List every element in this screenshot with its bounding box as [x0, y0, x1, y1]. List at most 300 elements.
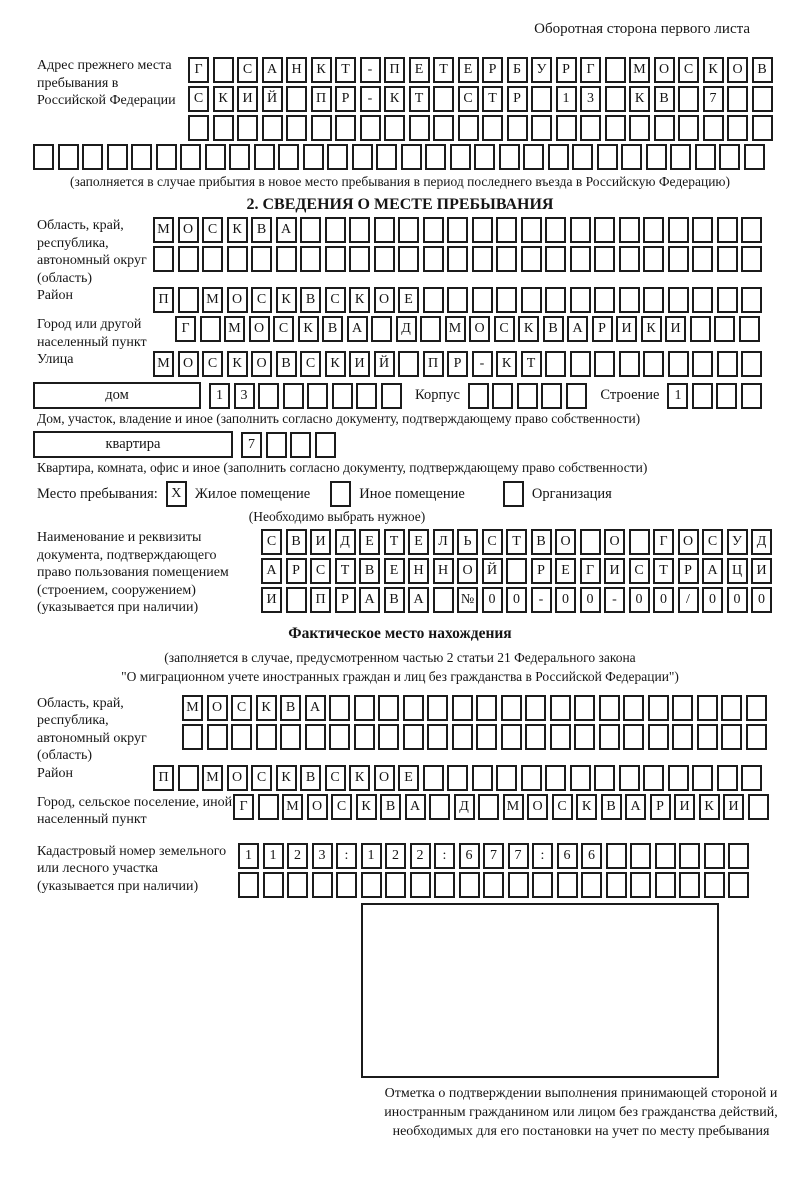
char-cell — [531, 86, 552, 112]
char-cell — [501, 724, 522, 750]
char-cell: П — [311, 86, 332, 112]
char-cell: М — [629, 57, 650, 83]
region-block — [37, 217, 800, 287]
char-cell — [594, 765, 615, 791]
char-cell: Й — [482, 558, 503, 584]
char-cell — [335, 115, 356, 141]
char-cell: В — [654, 86, 675, 112]
char-cell — [525, 724, 546, 750]
char-cell — [429, 794, 450, 820]
char-cell — [717, 351, 738, 377]
stroenie-label: Строение — [600, 387, 660, 403]
char-cell — [447, 287, 468, 313]
char-cell — [621, 144, 642, 170]
char-cell — [398, 246, 419, 272]
char-cell — [420, 316, 441, 342]
stamp-caption: Отметка о подтверждении выполнения принимающей стороной и иностранным гражданином или лицом без гражданства действий, необходимых для его постановки на учет по месту пребывания — [384, 1085, 778, 1139]
char-cell: 3 — [234, 383, 255, 409]
char-cell — [531, 115, 552, 141]
char-cell: О — [457, 558, 478, 584]
char-cell: 1 — [263, 843, 284, 869]
char-cell — [550, 724, 571, 750]
prev-address-label: Адрес прежнего места пребывания в Российской Федерации — [37, 58, 176, 108]
char-cell — [599, 724, 620, 750]
char-cell — [33, 144, 54, 170]
char-cell: Е — [398, 765, 419, 791]
char-cell: П — [423, 351, 444, 377]
char-cell: Р — [531, 558, 552, 584]
char-cell: К — [227, 351, 248, 377]
char-cell — [496, 246, 517, 272]
char-cell: О — [374, 287, 395, 313]
char-cell: Ц — [727, 558, 748, 584]
apartment-cells — [241, 432, 339, 458]
char-cell — [619, 351, 640, 377]
char-cell — [507, 115, 528, 141]
char-cell: О — [178, 217, 199, 243]
char-cell — [290, 432, 311, 458]
stay-type-row — [37, 481, 800, 507]
char-cell — [472, 287, 493, 313]
char-cell — [254, 144, 275, 170]
char-cell — [605, 57, 626, 83]
char-cell: П — [384, 57, 405, 83]
char-cell — [378, 724, 399, 750]
char-cell — [643, 287, 664, 313]
char-cell — [728, 872, 749, 898]
char-cell — [692, 765, 713, 791]
actual-city-row — [233, 794, 772, 820]
apartment-box-label: квартира — [33, 431, 233, 458]
char-cell — [580, 529, 601, 555]
char-cell — [452, 724, 473, 750]
char-cell: О — [251, 351, 272, 377]
char-cell: В — [300, 287, 321, 313]
char-cell — [599, 695, 620, 721]
char-cell: Г — [188, 57, 209, 83]
region-label: Область, край, республика, автономный округ (область) — [37, 218, 147, 286]
char-cell — [258, 794, 279, 820]
char-cell: Т — [335, 558, 356, 584]
char-cell: К — [629, 86, 650, 112]
char-cell — [727, 86, 748, 112]
char-cell: С — [188, 86, 209, 112]
actual-district-row — [153, 765, 766, 791]
char-cell — [556, 115, 577, 141]
char-cell — [521, 765, 542, 791]
char-cell: Т — [482, 86, 503, 112]
char-cell — [630, 872, 651, 898]
char-cell — [180, 144, 201, 170]
char-cell: К — [641, 316, 662, 342]
char-cell: Е — [359, 529, 380, 555]
char-cell — [721, 724, 742, 750]
char-cell: К — [349, 765, 370, 791]
char-cell: 7 — [241, 432, 262, 458]
char-cell — [517, 383, 538, 409]
char-cell — [410, 872, 431, 898]
char-cell — [325, 217, 346, 243]
char-cell — [205, 144, 226, 170]
char-cell: / — [678, 587, 699, 613]
char-cell — [237, 115, 258, 141]
char-cell: М — [445, 316, 466, 342]
char-cell: 0 — [629, 587, 650, 613]
char-cell — [545, 217, 566, 243]
char-cell — [629, 529, 650, 555]
char-cell — [744, 144, 765, 170]
char-cell — [425, 144, 446, 170]
char-cell — [188, 115, 209, 141]
char-cell: А — [405, 794, 426, 820]
char-cell: С — [237, 57, 258, 83]
char-cell: В — [543, 316, 564, 342]
char-cell: 6 — [581, 843, 602, 869]
stay-type-note: (Необходимо выбрать нужное) — [248, 509, 426, 524]
char-cell: О — [227, 287, 248, 313]
char-cell: Й — [262, 86, 283, 112]
char-cell: О — [207, 695, 228, 721]
char-cell — [717, 287, 738, 313]
char-cell: Т — [506, 529, 527, 555]
char-cell: Е — [555, 558, 576, 584]
char-cell — [679, 843, 700, 869]
house-number-cells — [209, 383, 405, 409]
char-cell — [506, 558, 527, 584]
region-rows — [153, 217, 766, 275]
char-cell: В — [280, 695, 301, 721]
street-label: Улица — [37, 352, 74, 367]
char-cell: С — [300, 351, 321, 377]
char-cell — [283, 383, 304, 409]
char-cell — [670, 144, 691, 170]
char-cell — [570, 287, 591, 313]
char-cell — [548, 144, 569, 170]
char-cell — [178, 287, 199, 313]
char-cell — [672, 724, 693, 750]
city-block — [37, 316, 800, 351]
char-cell — [623, 724, 644, 750]
char-cell: М — [202, 287, 223, 313]
char-cell: К — [384, 86, 405, 112]
char-cell: И — [616, 316, 637, 342]
char-cell — [746, 724, 767, 750]
char-cell — [213, 115, 234, 141]
char-cell: М — [202, 765, 223, 791]
char-cell: 2 — [287, 843, 308, 869]
char-cell — [741, 287, 762, 313]
char-cell: Ь — [457, 529, 478, 555]
char-cell: М — [224, 316, 245, 342]
char-cell: В — [286, 529, 307, 555]
char-cell: М — [182, 695, 203, 721]
char-cell — [521, 246, 542, 272]
char-cell: О — [604, 529, 625, 555]
char-cell: А — [262, 57, 283, 83]
char-cell — [423, 246, 444, 272]
char-cell: Й — [374, 351, 395, 377]
char-cell: К — [213, 86, 234, 112]
char-cell: Д — [751, 529, 772, 555]
char-cell — [434, 872, 455, 898]
char-cell: П — [153, 287, 174, 313]
actual-location-note-1: (заполняется в случае, предусмотренном частью 2 статьи 21 Федерального закона — [164, 649, 636, 665]
char-cell: К — [576, 794, 597, 820]
char-cell — [332, 383, 353, 409]
char-cell — [692, 351, 713, 377]
char-cell — [329, 724, 350, 750]
char-cell — [384, 115, 405, 141]
char-cell — [606, 872, 627, 898]
char-cell — [213, 57, 234, 83]
char-cell: 0 — [653, 587, 674, 613]
char-cell: 1 — [209, 383, 230, 409]
district-label: Район — [37, 288, 73, 303]
char-cell: Р — [286, 558, 307, 584]
cadastral-label: Кадастровый номер земельного или лесного участка (указывается при наличии) — [37, 843, 227, 894]
region-row-2 — [153, 246, 766, 272]
char-cell — [447, 246, 468, 272]
char-cell — [580, 115, 601, 141]
char-cell — [371, 316, 392, 342]
char-cell — [501, 695, 522, 721]
prev-address-row-2 — [188, 86, 776, 112]
char-cell — [668, 765, 689, 791]
char-cell — [643, 217, 664, 243]
char-cell — [305, 724, 326, 750]
char-cell: А — [347, 316, 368, 342]
char-cell — [263, 872, 284, 898]
char-cell — [655, 872, 676, 898]
char-cell — [581, 872, 602, 898]
char-cell: - — [360, 57, 381, 83]
char-cell — [605, 115, 626, 141]
char-cell — [496, 217, 517, 243]
char-cell — [643, 246, 664, 272]
document-row-1 — [261, 529, 776, 555]
char-cell: С — [331, 794, 352, 820]
char-cell: 7 — [483, 843, 504, 869]
char-cell — [594, 351, 615, 377]
char-cell: М — [153, 217, 174, 243]
char-cell — [570, 765, 591, 791]
char-cell — [727, 115, 748, 141]
char-cell: Р — [335, 587, 356, 613]
char-cell: 7 — [508, 843, 529, 869]
cadastral-row-1 — [238, 843, 753, 869]
char-cell — [300, 217, 321, 243]
document-row-3 — [261, 587, 776, 613]
char-cell — [356, 383, 377, 409]
char-cell — [752, 86, 773, 112]
char-cell — [258, 383, 279, 409]
char-cell: : — [532, 843, 553, 869]
char-cell: Р — [447, 351, 468, 377]
char-cell — [468, 383, 489, 409]
char-cell: В — [601, 794, 622, 820]
char-cell — [476, 695, 497, 721]
char-cell: Р — [592, 316, 613, 342]
char-cell — [82, 144, 103, 170]
char-cell — [704, 872, 725, 898]
char-cell: С — [702, 529, 723, 555]
char-cell — [572, 144, 593, 170]
section2-heading: 2. СВЕДЕНИЯ О МЕСТЕ ПРЕБЫВАНИЯ — [246, 196, 554, 213]
district-row — [153, 287, 766, 313]
char-cell — [401, 144, 422, 170]
char-cell — [374, 246, 395, 272]
char-cell — [679, 872, 700, 898]
char-cell: В — [384, 587, 405, 613]
char-cell — [398, 351, 419, 377]
char-cell: Н — [408, 558, 429, 584]
char-cell: К — [325, 351, 346, 377]
char-cell: 2 — [410, 843, 431, 869]
char-cell — [545, 765, 566, 791]
char-cell — [256, 724, 277, 750]
char-cell: И — [604, 558, 625, 584]
char-cell — [423, 287, 444, 313]
char-cell: О — [527, 794, 548, 820]
char-cell: С — [552, 794, 573, 820]
char-cell — [262, 115, 283, 141]
char-cell — [229, 144, 250, 170]
street-row — [153, 351, 766, 377]
char-cell — [630, 843, 651, 869]
char-cell — [594, 287, 615, 313]
char-cell — [458, 115, 479, 141]
char-cell: № — [457, 587, 478, 613]
actual-location-note-2: "О миграционном учете иностранных граждан и лиц без гражданства в Российской Федерации") — [121, 668, 679, 684]
house-box-label: дом — [33, 382, 201, 409]
char-cell: 0 — [482, 587, 503, 613]
char-cell — [523, 144, 544, 170]
char-cell — [746, 695, 767, 721]
char-cell: С — [325, 287, 346, 313]
document-rows — [261, 529, 776, 616]
char-cell: 0 — [751, 587, 772, 613]
char-cell: 3 — [580, 86, 601, 112]
actual-region-label: Область, край, республика, автономный округ (область) — [37, 695, 147, 763]
char-cell — [315, 432, 336, 458]
char-cell: С — [261, 529, 282, 555]
char-cell: А — [261, 558, 282, 584]
char-cell — [361, 872, 382, 898]
option-residential-label: Жилое помещение — [194, 485, 311, 502]
char-cell — [521, 287, 542, 313]
char-cell — [717, 246, 738, 272]
char-cell — [474, 144, 495, 170]
char-cell: О — [227, 765, 248, 791]
document-block — [37, 529, 800, 617]
char-cell: Р — [556, 57, 577, 83]
char-cell: В — [359, 558, 380, 584]
char-cell — [692, 287, 713, 313]
prev-address-block — [37, 57, 800, 144]
actual-region-row-2 — [182, 724, 770, 750]
char-cell: И — [674, 794, 695, 820]
char-cell — [207, 724, 228, 750]
char-cell — [741, 383, 762, 409]
char-cell — [594, 246, 615, 272]
char-cell — [433, 86, 454, 112]
char-cell — [623, 695, 644, 721]
actual-location-heading: Фактическое место нахождения — [288, 624, 512, 642]
char-cell: Н — [286, 57, 307, 83]
char-cell — [433, 115, 454, 141]
char-cell: Т — [335, 57, 356, 83]
district-block — [37, 287, 800, 316]
char-cell — [238, 872, 259, 898]
char-cell — [719, 144, 740, 170]
char-cell — [378, 695, 399, 721]
char-cell: О — [555, 529, 576, 555]
actual-region-block — [37, 695, 800, 765]
char-cell — [741, 765, 762, 791]
char-cell — [472, 765, 493, 791]
char-cell: 6 — [459, 843, 480, 869]
char-cell — [374, 217, 395, 243]
char-cell — [381, 383, 402, 409]
char-cell — [619, 246, 640, 272]
char-cell: А — [625, 794, 646, 820]
char-cell — [286, 86, 307, 112]
char-cell: А — [408, 587, 429, 613]
char-cell: - — [531, 587, 552, 613]
char-cell — [508, 872, 529, 898]
char-cell: А — [305, 695, 326, 721]
char-cell: М — [503, 794, 524, 820]
char-cell: И — [237, 86, 258, 112]
char-cell — [266, 432, 287, 458]
char-cell: Г — [580, 57, 601, 83]
char-cell — [619, 217, 640, 243]
char-cell: К — [703, 57, 724, 83]
actual-city-block — [37, 794, 800, 829]
char-cell — [376, 144, 397, 170]
char-cell: С — [494, 316, 515, 342]
char-cell: С — [629, 558, 650, 584]
char-cell: И — [349, 351, 370, 377]
char-cell: О — [654, 57, 675, 83]
char-cell: М — [153, 351, 174, 377]
char-cell: С — [482, 529, 503, 555]
char-cell: И — [261, 587, 282, 613]
char-cell — [619, 287, 640, 313]
char-cell — [354, 724, 375, 750]
char-cell — [303, 144, 324, 170]
char-cell — [566, 383, 587, 409]
char-cell — [287, 872, 308, 898]
char-cell: В — [300, 765, 321, 791]
char-cell — [741, 217, 762, 243]
house-note: Дом, участок, владение и иное (заполнить согласно документу, подтверждающему право собственности) — [37, 411, 641, 426]
char-cell — [695, 144, 716, 170]
char-cell — [570, 246, 591, 272]
char-cell: 2 — [385, 843, 406, 869]
char-cell — [646, 144, 667, 170]
char-cell: Е — [398, 287, 419, 313]
char-cell: М — [282, 794, 303, 820]
char-cell — [178, 246, 199, 272]
char-cell — [452, 695, 473, 721]
char-cell — [403, 724, 424, 750]
char-cell: : — [434, 843, 455, 869]
char-cell — [476, 724, 497, 750]
korpus-label: Корпус — [415, 387, 460, 403]
actual-district-block — [37, 765, 800, 794]
apartment-row — [33, 431, 800, 458]
